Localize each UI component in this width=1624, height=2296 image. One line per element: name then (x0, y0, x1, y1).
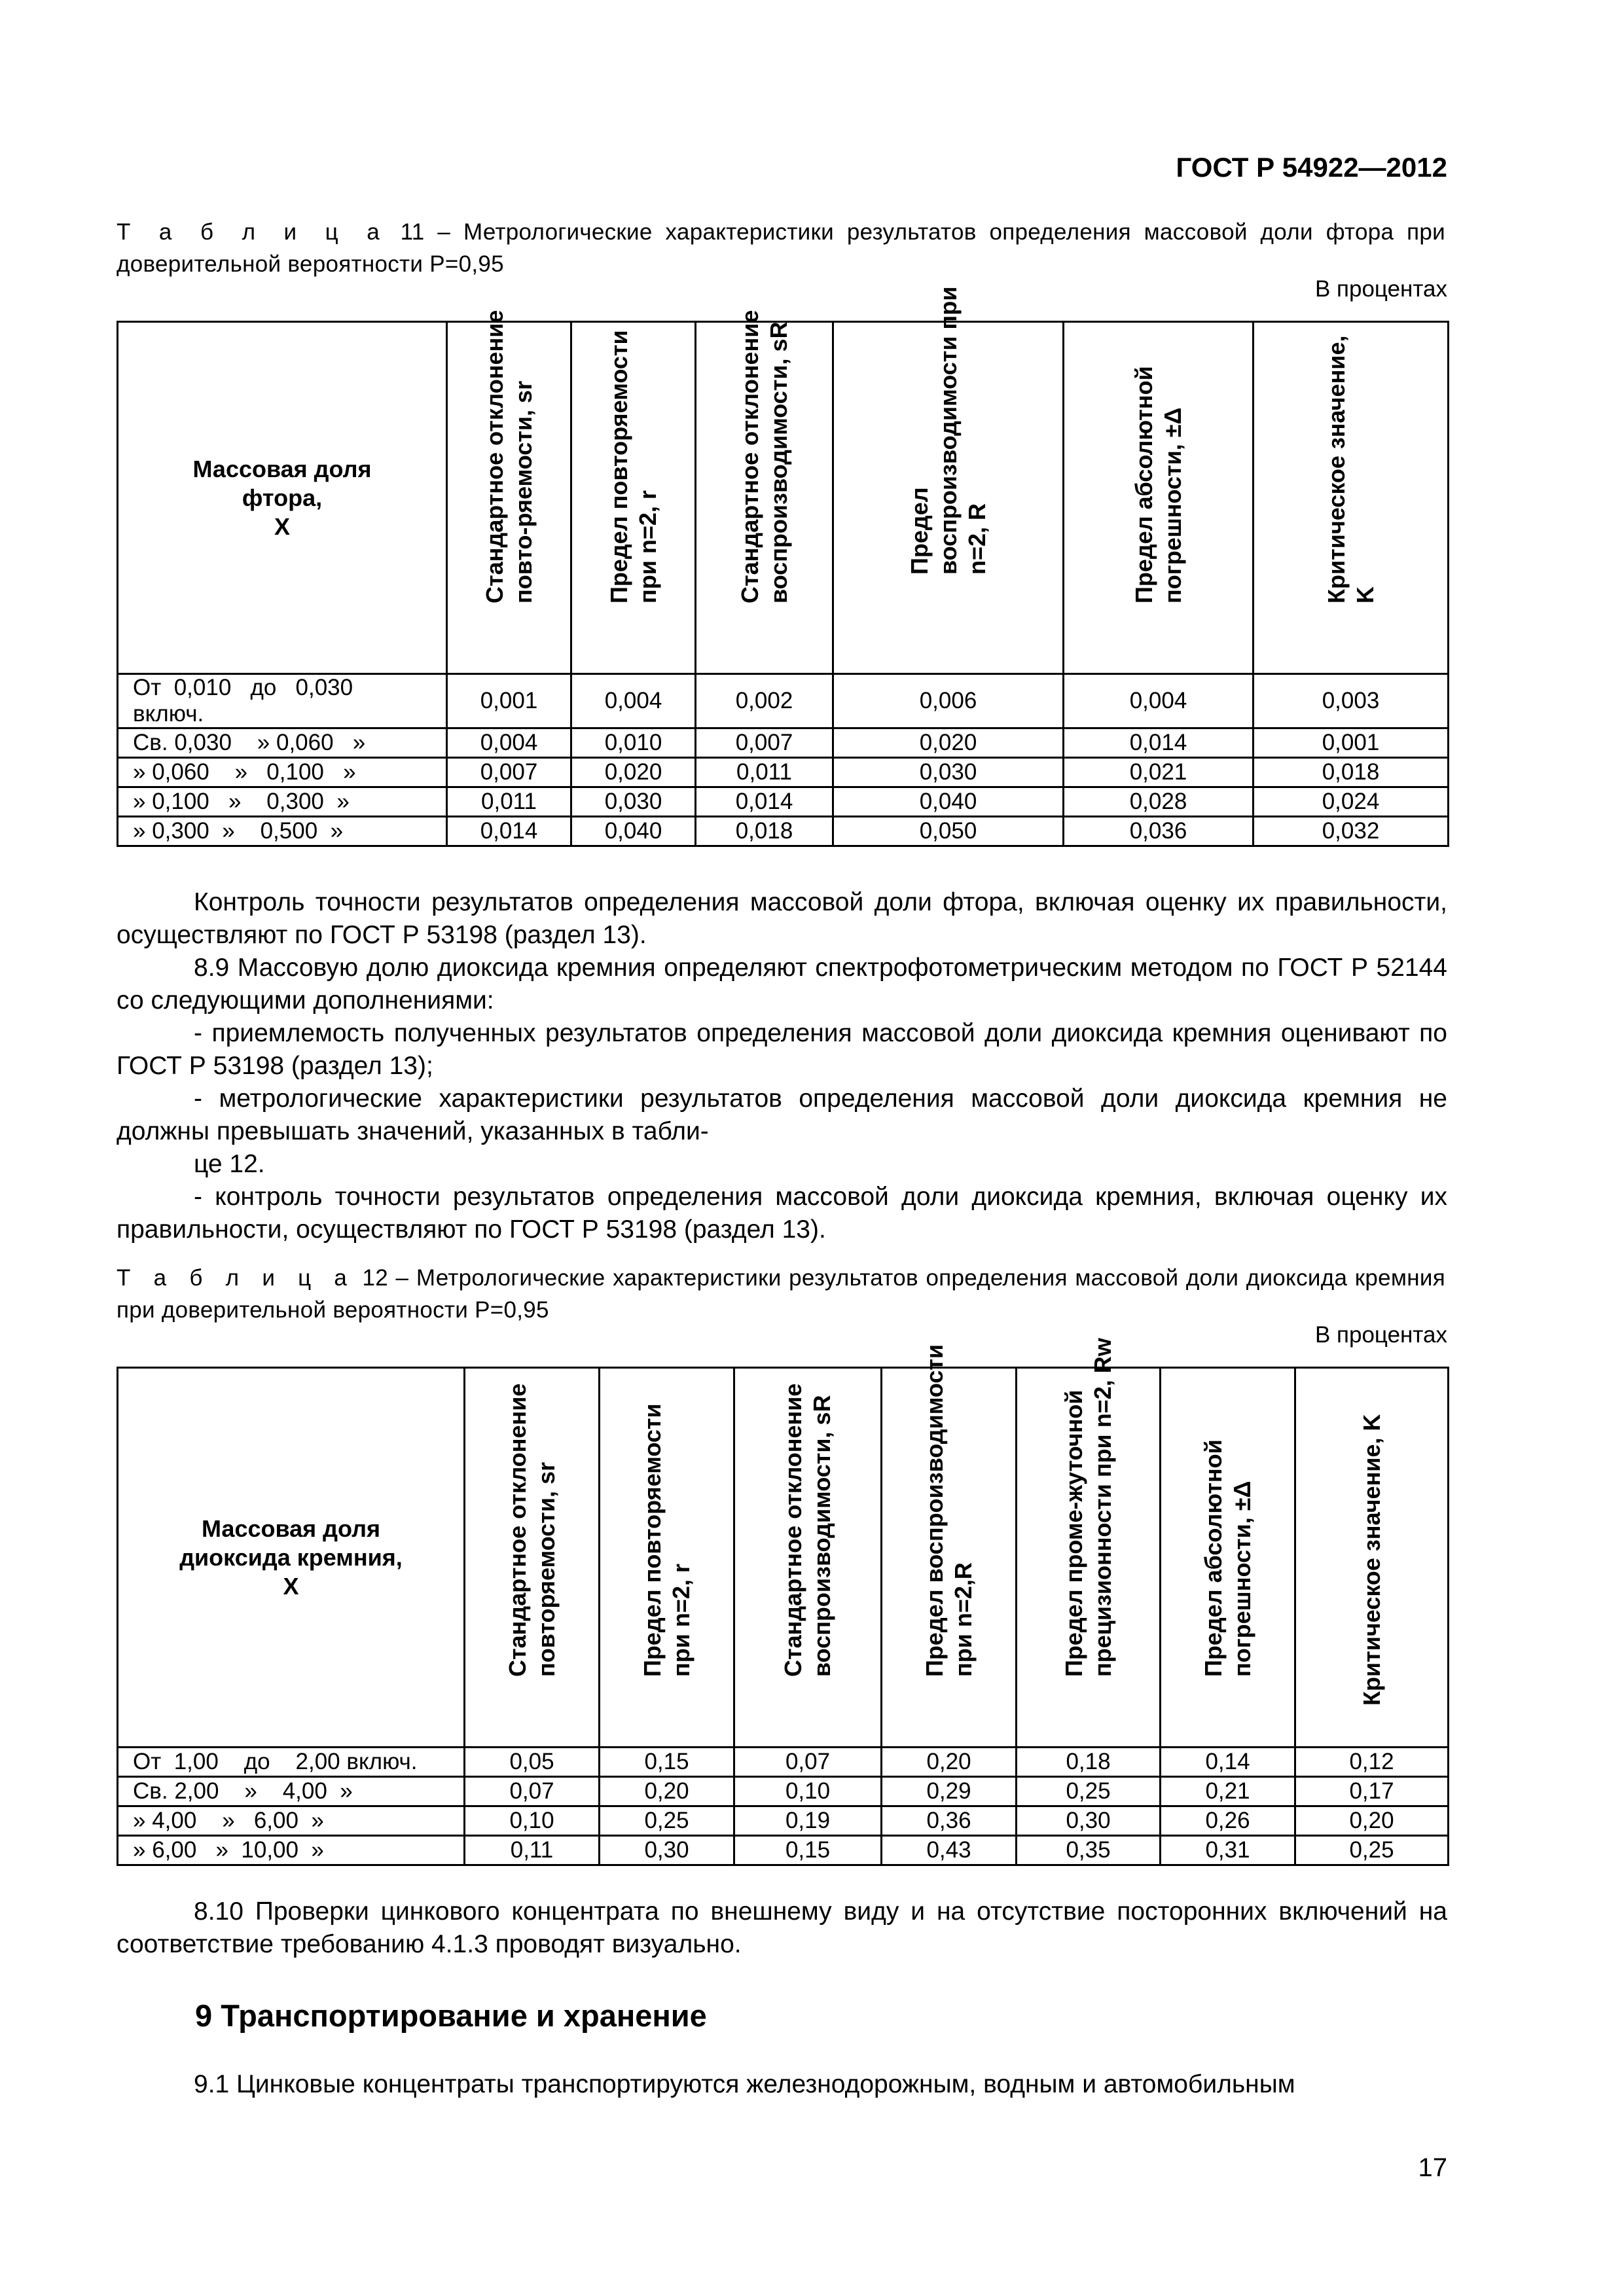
paragraph-accuracy-control: Контроль точности результатов определения массовой доли фтора, включая оценку их правильности, осуществляют по ГОСТ Р 53198 (раздел 13). (117, 888, 1447, 949)
column-header-text (605, 330, 662, 603)
paragraph-accuracy-control-2: - контроль точности результатов определения массовой доли диоксида кремния, включая оценку их правильности, осуществляют по ГОСТ Р 53198 (раздел 13). (117, 1183, 1447, 1244)
header-line: воспроизводимости при (934, 286, 962, 575)
header-line: воспроизводимости, sR (765, 321, 792, 603)
value-cell: 0,014 (696, 787, 833, 817)
value-cell: 0,030 (833, 758, 1064, 787)
value-cell: 0,26 (1161, 1806, 1295, 1836)
value-cell: 0,14 (1161, 1748, 1295, 1777)
table-row (118, 1748, 1449, 1777)
header-line: повторяемости, sr (532, 1462, 560, 1677)
value-cell: 0,25 (1017, 1777, 1161, 1806)
table-12-unit: В процентах (1314, 1322, 1447, 1348)
range-cell (118, 1806, 465, 1836)
paragraph-acceptability: - приемлемость полученных результатов определения массовой доли диоксида кремния оценивают по ГОСТ Р 53198 (раздел 13); (117, 1019, 1447, 1080)
column-header (833, 286, 1064, 674)
range-line: От 1,00 до 2,00 включ. (133, 1749, 418, 1774)
range-line: » 0,300 » 0,500 » (133, 818, 344, 844)
value-cell: 0,040 (833, 787, 1064, 817)
document-code: ГОСТ Р 54922—2012 (1176, 152, 1447, 183)
header-line: воспроизводимости, sR (808, 1395, 835, 1677)
table-row (118, 674, 1449, 728)
value-cell: 0,030 (571, 787, 696, 817)
value-cell: 0,30 (1017, 1806, 1161, 1836)
value-cell: 0,19 (734, 1806, 882, 1836)
column-header (465, 1368, 600, 1748)
value-cell: 0,25 (600, 1806, 734, 1836)
range-cell (118, 1748, 465, 1777)
value-cell: 0,014 (447, 817, 571, 846)
column-header-text (905, 287, 992, 575)
header-line: фтора, (242, 484, 323, 511)
column-header (600, 1368, 734, 1748)
value-cell: 0,20 (882, 1748, 1017, 1777)
value-cell: 0,002 (696, 674, 833, 728)
range-line: Св. 0,030 » 0,060 » (133, 730, 366, 755)
column-header-text (480, 310, 538, 603)
value-cell: 0,10 (734, 1777, 882, 1806)
column-header (882, 1344, 1017, 1748)
value-cell: 0,05 (465, 1748, 600, 1777)
column-header (1064, 322, 1254, 674)
value-cell: 0,21 (1161, 1777, 1295, 1806)
value-cell: 0,032 (1254, 817, 1449, 846)
header-line: при n=2, r (634, 490, 661, 603)
header-line: погрешности, ±Δ (1228, 1480, 1255, 1677)
table-row (118, 817, 1449, 846)
range-cell (118, 787, 447, 817)
range-cell (118, 817, 447, 846)
table-caption-text: 11 – Метрологические характеристики результатов определения массовой доли фтора при доверительной вероятности P=0,95 (117, 219, 1445, 277)
value-cell: 0,006 (833, 674, 1064, 728)
header-line: Стандартное отклонение (503, 1383, 531, 1677)
paragraph-metrological-end: це 12. (194, 1150, 265, 1178)
header-line: Предел абсолютной (1130, 366, 1157, 603)
range-cell (118, 1777, 465, 1806)
column-header (1161, 1368, 1295, 1748)
value-cell: 0,018 (696, 817, 833, 846)
header-line: n=2, R (963, 503, 990, 575)
value-cell: 0,007 (696, 728, 833, 758)
range-line: включ. (133, 701, 204, 726)
value-cell: 0,001 (1254, 728, 1449, 758)
value-cell: 0,35 (1017, 1836, 1161, 1865)
header-line: Предел (905, 487, 933, 575)
table-caption-text: 12 – Метрологические характеристики результатов определения массовой доли диоксида кремния при доверительной вероятности P=0,95 (117, 1265, 1445, 1323)
header-line: Массовая доля (192, 455, 372, 482)
header-line: Предел повторяемости (638, 1403, 666, 1677)
header-line: Критическое значение, K (1358, 1414, 1385, 1706)
column-header-text (1322, 336, 1380, 603)
column-header-text (638, 1403, 696, 1677)
header-line: диоксида кремния, (179, 1543, 403, 1571)
value-cell: 0,10 (465, 1806, 600, 1836)
paragraph-8-9: 8.9 Массовую долю диоксида кремния определяют спектрофотометрическим методом по ГОСТ Р 52144 со следующими дополнениями: (117, 954, 1447, 1014)
column-header (447, 310, 571, 674)
header-line: Стандартное отклонение (480, 310, 508, 603)
column-header-text (503, 1384, 561, 1677)
header-mass-fraction (118, 322, 447, 674)
table-row (118, 1777, 1449, 1806)
table-row (118, 1806, 1449, 1836)
value-cell: 0,036 (1064, 817, 1254, 846)
header-line: X (283, 1572, 299, 1600)
value-cell: 0,028 (1064, 787, 1254, 817)
column-header-text (1199, 1439, 1257, 1677)
value-cell: 0,021 (1064, 758, 1254, 787)
header-line: Предел повторяемости (605, 330, 632, 603)
value-cell: 0,024 (1254, 787, 1449, 817)
section-heading: 9 Транспортирование и хранение (195, 1998, 707, 2033)
range-cell (118, 674, 447, 728)
value-cell: 0,004 (447, 728, 571, 758)
column-header (1017, 1338, 1161, 1748)
value-cell: 0,30 (600, 1836, 734, 1865)
value-cell: 0,018 (1254, 758, 1449, 787)
value-cell: 0,11 (465, 1836, 600, 1865)
value-cell: 0,004 (1064, 674, 1254, 728)
value-cell: 0,36 (882, 1806, 1017, 1836)
table-row (118, 787, 1449, 817)
value-cell: 0,20 (1295, 1806, 1449, 1836)
table-row (118, 758, 1449, 787)
range-line: » 0,100 » 0,300 » (133, 789, 350, 814)
header-line: Предел абсолютной (1199, 1439, 1227, 1677)
value-cell: 0,010 (571, 728, 696, 758)
value-cell: 0,020 (833, 728, 1064, 758)
table-label: Т а б л и ц а (117, 219, 388, 245)
value-cell: 0,07 (734, 1748, 882, 1777)
header-mass-fraction (118, 1368, 465, 1748)
column-header (696, 310, 833, 674)
header-line: погрешности, ±Δ (1159, 407, 1186, 603)
table-11-unit: В процентах (1314, 276, 1447, 302)
header-line: Критическое значение, (1322, 335, 1350, 603)
column-header (734, 1368, 882, 1748)
range-line: » 6,00 » 10,00 » (133, 1837, 324, 1863)
table-row (118, 728, 1449, 758)
range-line: » 4,00 » 6,00 » (133, 1808, 324, 1833)
header-line: Стандартное отклонение (736, 310, 763, 603)
value-cell: 0,001 (447, 674, 571, 728)
range-line: » 0,060 » 0,100 » (133, 759, 356, 785)
value-cell: 0,20 (600, 1777, 734, 1806)
range-line: От 0,010 до 0,030 (133, 675, 353, 700)
table-11-caption (117, 216, 1445, 280)
column-header-text (779, 1384, 837, 1677)
value-cell: 0,050 (833, 817, 1064, 846)
header-line: Стандартное отклонение (780, 1383, 806, 1677)
range-cell (118, 1836, 465, 1865)
paragraph-9-1: 9.1 Цинковые концентраты транспортируются железнодорожным, водным и автомобильным (194, 2070, 1295, 2098)
column-header-text (736, 310, 793, 603)
paragraph-metrological: - метрологические характеристики результатов определения массовой доли диоксида кремния не должны превышать значений, указанных в табли- (117, 1085, 1447, 1145)
table-12 (117, 1338, 1449, 1866)
value-cell: 0,29 (882, 1777, 1017, 1806)
table-label: Т а б л и ц а (117, 1265, 355, 1291)
value-cell: 0,25 (1295, 1836, 1449, 1865)
header-line: Предел воспроизводимости (920, 1344, 948, 1677)
value-cell: 0,31 (1161, 1836, 1295, 1865)
value-cell: 0,020 (571, 758, 696, 787)
header-line: X (274, 512, 290, 540)
column-header (1254, 322, 1449, 674)
value-cell: 0,011 (447, 787, 571, 817)
value-cell: 0,014 (1064, 728, 1254, 758)
value-cell: 0,07 (465, 1777, 600, 1806)
header-line: K (1351, 586, 1379, 603)
column-header-text (1358, 1414, 1386, 1706)
value-cell: 0,12 (1295, 1748, 1449, 1777)
value-cell: 0,003 (1254, 674, 1449, 728)
header-line: Массовая доля (202, 1515, 380, 1542)
page-number: 17 (1418, 2153, 1447, 2182)
value-cell: 0,43 (882, 1836, 1017, 1865)
value-cell: 0,17 (1295, 1777, 1449, 1806)
value-cell: 0,004 (571, 674, 696, 728)
table-row (118, 1836, 1449, 1865)
header-line: при n=2,R (949, 1562, 977, 1677)
value-cell: 0,15 (600, 1748, 734, 1777)
column-header-text (1130, 366, 1187, 603)
range-line: Св. 2,00 » 4,00 » (133, 1778, 353, 1804)
range-cell (118, 728, 447, 758)
paragraph-8-10: 8.10 Проверки цинкового концентрата по внешнему виду и на отсутствие посторонних включений на соответствие требованию 4.1.3 проводят визуально. (117, 1897, 1447, 1958)
range-cell (118, 758, 447, 787)
table-12-caption (117, 1262, 1445, 1326)
column-header-text (1060, 1338, 1117, 1677)
header-line: при n=2, r (667, 1564, 695, 1677)
header-line: Предел проме-жуточной (1060, 1390, 1087, 1677)
column-header (571, 322, 696, 674)
header-line: прецизионности при n=2, Rw (1089, 1338, 1116, 1677)
value-cell: 0,040 (571, 817, 696, 846)
value-cell: 0,007 (447, 758, 571, 787)
column-header-text (920, 1344, 978, 1677)
column-header (1295, 1368, 1449, 1748)
value-cell: 0,18 (1017, 1748, 1161, 1777)
header-line: повто-ряемости, sr (509, 380, 537, 603)
value-cell: 0,15 (734, 1836, 882, 1865)
value-cell: 0,011 (696, 758, 833, 787)
